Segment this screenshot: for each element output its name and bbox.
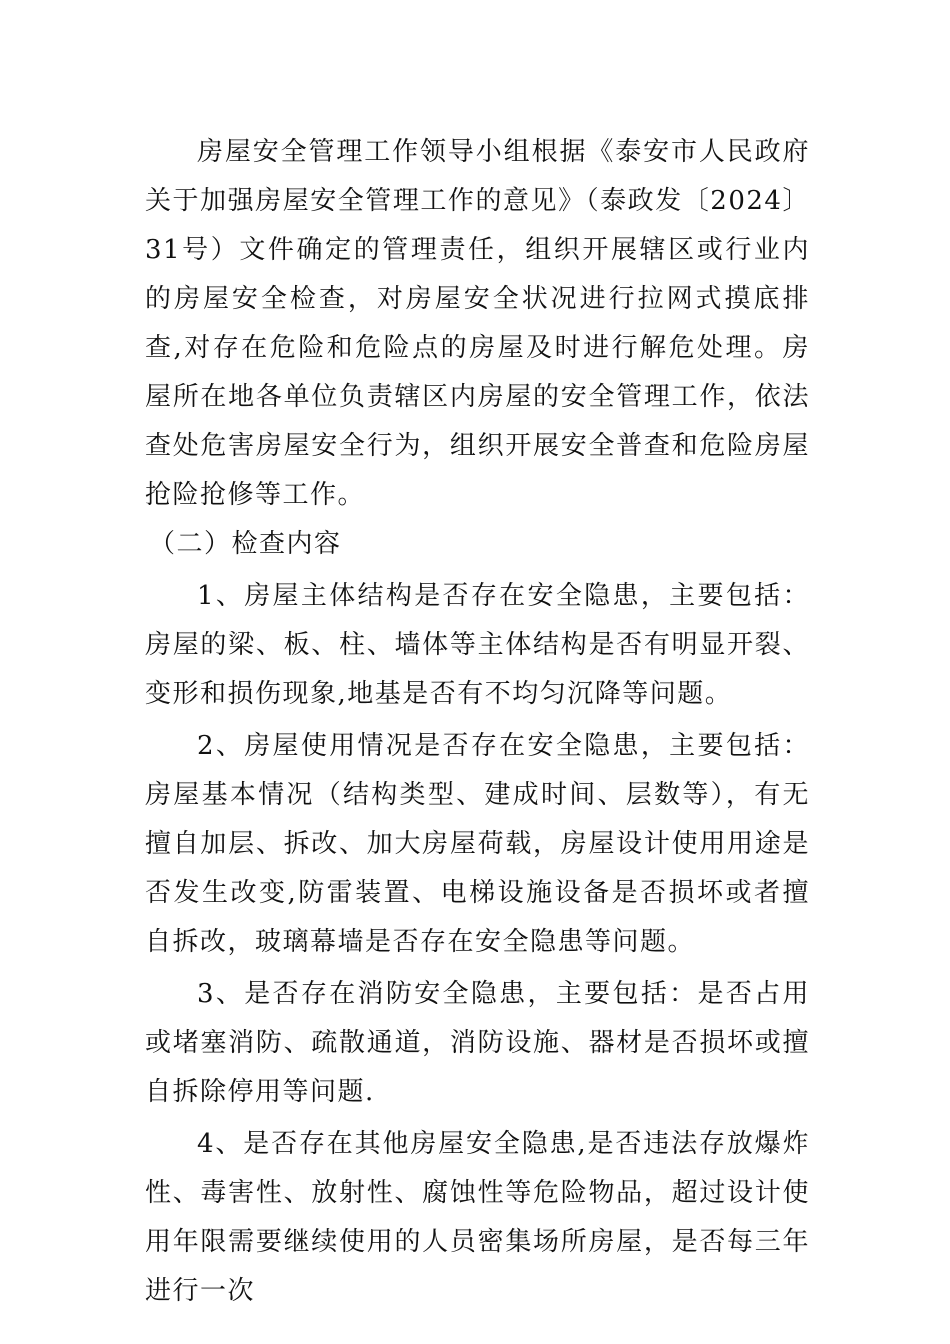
paragraph-item-3-fire-safety: 3、是否存在消防安全隐患，主要包括：是否占用或堵塞消防、疏散通道，消防设施、器材是否损坏或擅自拆除停用等问题.	[145, 979, 810, 1107]
paragraph-item-1-structure: 1、房屋主体结构是否存在安全隐患，主要包括：房屋的梁、板、柱、墙体等主体结构是否有明显开裂、变形和损伤现象,地基是否有不均匀沉降等问题。	[145, 581, 810, 709]
section-heading-inspection-content: （二）检查内容	[149, 529, 342, 559]
paragraph-item-4-other-hazards: 4、是否存在其他房屋安全隐患,是否违法存放爆炸性、毒害性、放射性、腐蚀性等危险物品，超过设计使用年限需要继续使用的人员密集场所房屋，是否每三年进行一次	[145, 1129, 810, 1306]
paragraph-item-2-usage: 2、房屋使用情况是否存在安全隐患，主要包括：房屋基本情况（结构类型、建成时间、层数等），有无擅自加层、拆改、加大房屋荷载，房屋设计使用用途是否发生改变,防雷装置、电梯设施设备是否损坏或者擅自拆改，玻璃幕墙是否存在安全隐患等问题。	[145, 731, 810, 957]
paragraph-responsibility: 房屋安全管理工作领导小组根据《泰安市人民政府关于加强房屋安全管理工作的意见》（泰政发〔2024〕31号）文件确定的管理责任，组织开展辖区或行业内的房屋安全检查，对房屋安全状况进行拉网式摸底排查,对存在危险和危险点的房屋及时进行解危处理。房屋所在地各单位负责辖区内房屋的安全管理工作，依法查处危害房屋安全行为，组织开展安全普查和危险房屋抢险抢修等工作。	[145, 137, 810, 510]
document-body	[145, 128, 810, 1316]
